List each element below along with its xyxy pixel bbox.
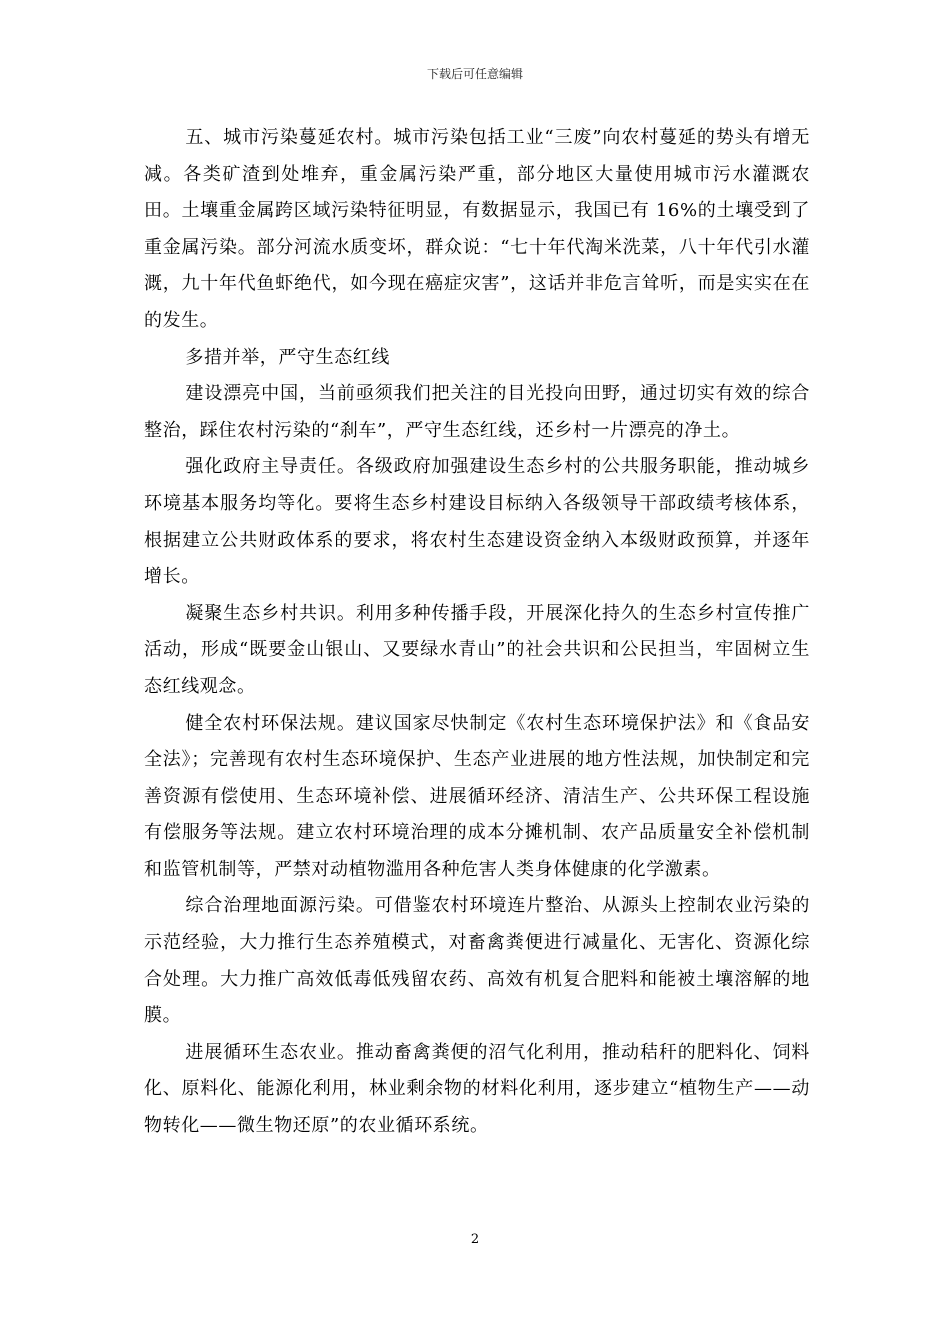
paragraph-circular-agriculture: 进展循环生态农业。推动畜禽粪便的沼气化利用，推动秸秆的肥料化、饲料化、原料化、能源化利用，林业剩余物的材料化利用，逐步建立“植物生产——动物转化——微生物还原”的农业循环系统。 — [144, 1041, 810, 1137]
paragraph-environmental-laws: 健全农村环保法规。建议国家尽快制定《农村生态环境保护法》和《食品安全法》；完善现有农村生态环境保护、生态产业进展的地方性法规，加快制定和完善资源有偿使用、生态环境补偿、进展循环经济、清洁生产、公共环保工程设施有偿服务等法规。建立农村环境治理的成本分摊机制、农产品质量安全补偿机制和监管机制等，严禁对动植物滥用各种危害人类身体健康的化学激素。 — [144, 712, 810, 880]
paragraph-beautiful-china: 建设漂亮中国，当前亟须我们把关注的目光投向田野，通过切实有效的综合整治，踩住农村污染的“刹车”，严守生态红线，还乡村一片漂亮的净土。 — [144, 383, 810, 441]
paragraph-ecological-consensus: 凝聚生态乡村共识。利用多种传播手段，开展深化持久的生态乡村宣传推广活动，形成“既要金山银山、又要绿水青山”的社会共识和公民担当，牢固树立生态红线观念。 — [144, 602, 810, 697]
paragraph-urban-pollution: 五、城市污染蔓延农村。城市污染包括工业“三废”向农村蔓延的势头有增无减。各类矿渣到处堆弃，重金属污染严重，部分地区大量使用城市污水灌溉农田。土壤重金属跨区域污染特征明显，有数据显示，我国已有 16%的土壤受到了重金属污染。部分河流水质变坏，群众说：“七十年代淘米洗菜，八十年代引水灌溉，九十年代鱼虾绝代，如今现在癌症灾害”，这话并非危言耸听，而是实实在在的发生。 — [144, 127, 810, 331]
paragraph-government-responsibility: 强化政府主导责任。各级政府加强建设生态乡村的公共服务职能，推动城乡环境基本服务均等化。要将生态乡村建设目标纳入各级领导干部政绩考核体系，根据建立公共财政体系的要求，将农村生态建设资金纳入本级财政预算，并逐年增长。 — [144, 456, 810, 588]
section-heading: 多措并举，严守生态红线 — [185, 346, 390, 368]
header-note: 下载后可任意编辑 — [426, 67, 523, 81]
paragraph-source-pollution: 综合治理地面源污染。可借鉴农村环境连片整治、从源头上控制农业污染的示范经验，大力推行生态养殖模式，对畜禽粪便进行减量化、无害化、资源化综合处理。大力推广高效低毒低残留农药、高效有机复合肥料和能被土壤溶解的地膜。 — [144, 895, 810, 1027]
body-text — [144, 120, 810, 1145]
page-number: 2 — [470, 1232, 480, 1247]
